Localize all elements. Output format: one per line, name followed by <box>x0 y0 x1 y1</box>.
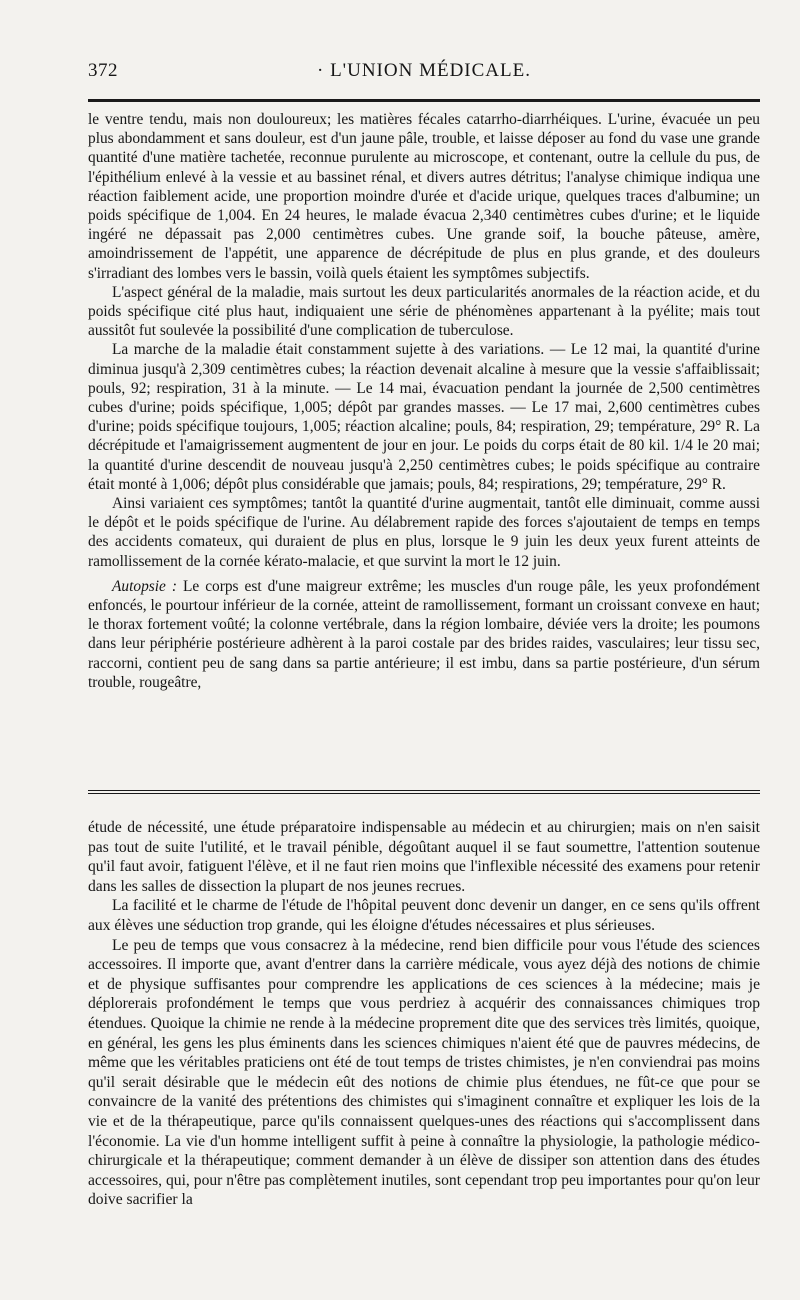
article-paragraph-3: La marche de la maladie était constamment sujette à des variations. — Le 12 mai, la quantité d'urine diminua jusqu'à 2,309 centimètres cubes; la réaction devenait alcaline à mesure que la vessie s'affaiblissait; pouls, 92; respiration, 31 à la minute. — Le 14 mai, évacuation pendant la journée de 2,500 centimètres cubes d'urine; poids spécifique, 1,005; dépôt par grandes masses. — Le 17 mai, 2,600 centimètres cubes d'urine; poids spécifique toujours, 1,005; réaction alcaline; pouls, 84; respiration, 29; température, 29° R. La décrépitude et l'amaigrissement augmentent de jour en jour. Le poids du corps était de 80 kil. 1/4 le 20 mai; la quantité d'urine descendit de nouveau jusqu'à 2,250 centimètres cubes; le poids spécifique au contraire était monté à 1,006; dépôt plus considérable que jamais; pouls, 84; respirations, 29; température, 29° R. <box>88 341 760 493</box>
article-paragraph-1: le ventre tendu, mais non douloureux; les matières fécales catarrho-diarrhéiques. L'urine, évacuée un peu plus abondamment et sans douleur, est d'un jaune pâle, trouble, et laisse déposer au fond du vase une grande quantité d'une matière tachetée, reconnue purulente au microscope, et contenant, outre la cellule du pus, de l'épithélium enlevé à la vessie et au bassinet rénal, et divers autres détritus; l'analyse chimique indiqua une réaction faiblement acide, une proportion moindre d'urée et d'acide urique, quelques traces d'albumine; un poids spécifique de 1,004. En 24 heures, le malade évacua 2,340 centimètres cubes d'urine; et le liquide ingéré ne dépassait pas 2,000 centimètres cubes. Une grande soif, la bouche pâteuse, amère, amoindrissement de l'appétit, une apparence de décrépitude de plus en plus grande, et des douleurs s'irradiant des lombes vers le bassin, voilà quels étaient les symptômes subjectifs. <box>88 111 760 282</box>
feuilleton-section <box>88 818 760 1210</box>
running-title: · L'UNION MÉDICALE. <box>317 60 531 81</box>
feuilleton-paragraph-1: étude de nécessité, une étude préparatoire indispensable au médecin et au chirurgien; mais on n'en saisit pas tout de suite l'utilité, et le travail pénible, dégoûtant auquel il se faut soumettre, l'attention soutenue qu'il faut avoir, fatiguent l'élève, et il ne faut rien moins que l'inflexible nécessité des examens pour retenir dans les salles de dissection la plupart de nos jeunes recrues. <box>88 819 760 895</box>
autopsie-label: Autopsie : <box>112 577 177 595</box>
article-paragraph-2: L'aspect général de la maladie, mais surtout les deux particularités anormales de la réaction acide, et du poids spécifique cité plus haut, indiquaient une série de phénomènes appartenant à la pyélite; mais tout aussitôt fut soulevée la possibilité d'une complication de tuberculose. <box>88 283 760 340</box>
page-number: 372 <box>88 60 118 81</box>
page-header <box>88 60 760 88</box>
main-article <box>88 110 760 692</box>
feuilleton-paragraph-2: La facilité et le charme de l'étude de l'hôpital peuvent donc devenir un danger, en ce sens qu'ils offrent aux élèves une séduction trop grande, qui les éloigne d'études nécessaires et plus sérieuses. <box>88 897 760 934</box>
feuilleton-paragraph-3: Le peu de temps que vous consacrez à la médecine, rend bien difficile pour vous l'étude des sciences accessoires. Il importe que, avant d'entrer dans la carrière médicale, vous ayez déjà des notions de chimie et de physique suffisantes pour comprendre les applications de ces sciences à la médecine; mais je déplorerais profondément le temps que vous perdriez à acquérir des connaissances chimiques trop étendues. Quoique la chimie ne rende à la médecine proprement dite que des services très limités, quoique, en général, les gens les plus éminents dans les sciences chimiques n'aient été que de pauvres médecins, de même que les véritables praticiens ont été de tout temps de tristes chimistes, je n'en conviendrai pas moins qu'il serait désirable que le médecin eût des notions de chimie plus étendues, ne fût-ce que pour se convaincre de la vanité des prétentions des chimistes qui s'imaginent connaître et expliquer les lois de la vie et de la thérapeutique, parce qu'ils connaissent quelques-unes des réactions qui s'accomplissent dans l'économie. La vie d'un homme intelligent suffit à peine à connaître la physiologie, la pathologie médico-chirurgicale et la thérapeutique; comment demander à un élève de dissiper son attention dans des études accessoires, qui, pour n'être pas complètement inutiles, sont cependant trop peu importantes pour qu'on leur doive sacrifier la <box>88 936 760 1209</box>
autopsie-text: Le corps est d'une maigreur extrême; les muscles d'un rouge pâle, les yeux profondément enfoncés, le pourtour inférieur de la cornée, atteint de ramollissement, formant un croissant convexe en haut; le thorax fortement voûté; la colonne vertébrale, dans la région lombaire, déviée vers la droite; les poumons dans leur périphérie postérieure adhèrent à la paroi costale par des brides raides, vasculaires; leur tissu sec, raccorni, contient peu de sang dans sa partie antérieure; il est imbu, dans sa partie postérieure, d'un sérum trouble, rougeâtre, <box>88 577 760 691</box>
header-rule <box>88 99 760 102</box>
article-paragraph-4: Ainsi variaient ces symptômes; tantôt la quantité d'urine augmentait, tantôt elle diminuait, comme aussi le dépôt et le poids spécifique de l'urine. Au délabrement rapide des forces s'ajoutaient de temps en temps des accidents comateux, qui duraient de plus en plus, lorsque le 9 juin les deux yeux furent atteints de ramollissement de la cornée kérato-malacie, et que survint la mort le 12 juin. <box>88 495 760 570</box>
section-divider <box>88 790 760 794</box>
autopsie-paragraph <box>88 577 760 692</box>
